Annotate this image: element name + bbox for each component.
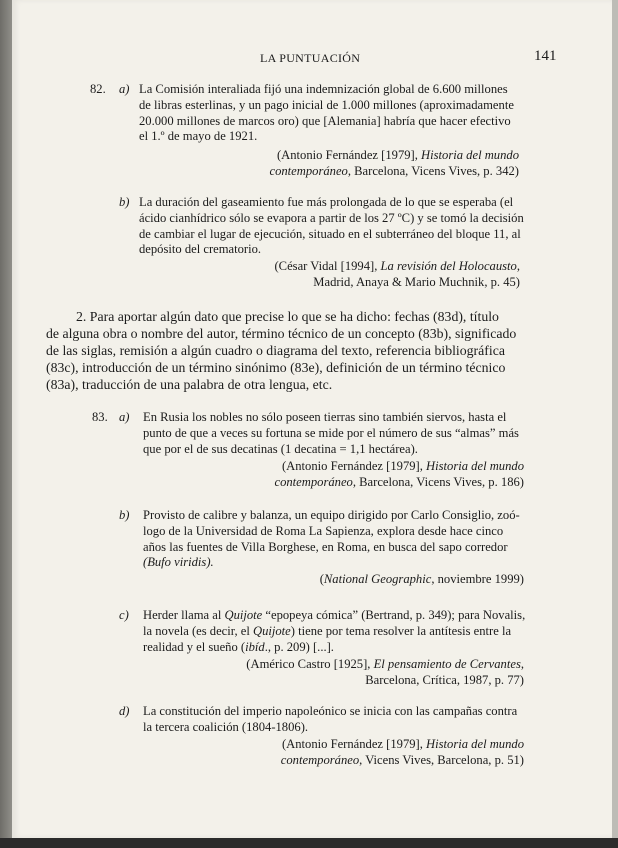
citation-title: contemporáneo <box>274 474 353 489</box>
citation-82a <box>139 148 519 180</box>
quote-line: Provisto de calibre y balanza, un equipo dirigido por Carlo Consiglio, zoó- <box>143 508 520 522</box>
quote-83b <box>143 508 563 571</box>
citation-source: , noviembre 1999) <box>431 572 524 586</box>
quote-line: la tercera coalición (1804-1806). <box>143 719 309 734</box>
citation-author: (Antonio Fernández [1979], <box>276 148 422 162</box>
citation-source: Barcelona, Crítica, 1987, p. 77) <box>365 672 524 687</box>
text-run: realidad y el sueño ( <box>143 639 246 654</box>
page-header <box>12 49 612 69</box>
quote-line: La Comisión interaliada fijó una indemnización global de 6.600 millones <box>139 82 508 96</box>
page-number: 141 <box>534 48 557 64</box>
item-label-82b: b) <box>119 195 130 209</box>
citation-author: (Antonio Fernández [1979], <box>281 737 427 751</box>
item-label-83d: d) <box>119 704 130 718</box>
citation-source: , Barcelona, Vicens Vives, p. 342) <box>347 163 519 178</box>
citation-author: (Antonio Fernández [1979], <box>281 459 427 473</box>
citation-83a <box>143 459 524 491</box>
quote-83d <box>143 704 563 736</box>
text-run: la novela (es decir, el <box>143 623 253 638</box>
quote-line <box>143 624 563 640</box>
citation-punct: , <box>520 657 524 671</box>
citation-title: Historia del mundo <box>426 459 524 473</box>
paragraph-line: de alguna obra o nombre del autor, término técnico de un concepto (83b), significado <box>46 326 517 341</box>
quote-line: de cambiar el lugar de ejecución, situado en el subterráneo del bloque 11, al <box>139 226 521 241</box>
quote-line: 20.000 millones de marcos oro) que [Alemania] habría que hacer efectivo <box>139 113 511 128</box>
citation-source: , Vicens Vives, Barcelona, p. 51) <box>359 752 524 767</box>
book-page <box>12 0 612 838</box>
work-title: Quijote <box>224 608 263 622</box>
quote-82a <box>139 82 559 145</box>
quote-83a <box>143 410 563 457</box>
citation-title: contemporáneo <box>269 163 348 178</box>
citation-title: National Geographic <box>323 572 432 586</box>
paragraph-line: (83a), traducción de una palabra de otra lengua, etc. <box>46 377 333 392</box>
citation-author: (Américo Castro [1925], <box>246 657 374 671</box>
running-title: LA PUNTUACIÓN <box>260 51 361 65</box>
citation-title: El pensamiento de Cervantes <box>373 657 521 671</box>
example-number-83: 83. <box>92 410 108 424</box>
item-label-83b: b) <box>119 508 130 522</box>
paragraph-line: (83c), introducción de un término sinónimo (83e), definición de un término técnico <box>46 360 506 375</box>
quote-line: La constitución del imperio napoleónico se inicia con las campañas contra <box>143 704 518 718</box>
citation-title: Historia del mundo <box>421 148 519 162</box>
citation-punct: , <box>516 259 520 273</box>
quote-line: La duración del gaseamiento fue más prolongada de lo que se esperaba (el <box>139 195 514 209</box>
paragraph-line: 2. Para aportar algún dato que precise lo que se ha dicho: fechas (83d), título <box>76 309 499 324</box>
quote-line <box>143 640 563 656</box>
example-number-82: 82. <box>90 82 106 96</box>
quote-line: punto de que a veces su fortuna se mide por el número de sus “almas” más <box>143 425 519 440</box>
quote-line: logo de la Universidad de Roma La Sapienza, explora desde hace cinco <box>143 523 504 538</box>
quote-line: años las fuentes de Villa Borghese, en Roma, en busca del sapo corredor <box>143 539 508 554</box>
paragraph-line: de las siglas, remisión a algún cuadro o diagrama del texto, referencia bibliográfica <box>46 343 505 358</box>
scan-edge <box>0 838 618 848</box>
text-run: “epopeya cómica” (Bertrand, p. 349); para Novalis, <box>262 608 526 622</box>
citation-83d <box>143 737 524 769</box>
work-title: Quijote <box>253 623 291 638</box>
citation-author: (César Vidal [1994], <box>274 259 381 273</box>
citation-source: , Barcelona, Vicens Vives, p. 186) <box>352 474 524 489</box>
quote-line: que por el de sus decatinas (1 decatina = 1,1 hectárea). <box>143 441 418 456</box>
quote-line: el 1.º de mayo de 1921. <box>139 129 258 144</box>
section-2-paragraph <box>46 308 564 393</box>
citation-title: La revisión del Holocausto <box>380 259 517 273</box>
citation-82b <box>139 259 520 291</box>
quote-line: ácido cianhídrico sólo se evapora a partir de los 27 ºC) y se tomó la decisión <box>139 210 524 225</box>
item-label-83c: c) <box>119 608 129 622</box>
scientific-name: (Bufo viridis). <box>143 555 214 570</box>
text-run: ., p. 209) [...]. <box>264 639 334 654</box>
item-label-83a: a) <box>119 410 130 424</box>
text-run: ) tiene por tema resolver la antítesis entre la <box>290 623 512 638</box>
citation-title: contemporáneo <box>280 752 360 767</box>
item-label-82a: a) <box>119 82 130 96</box>
citation-83c <box>143 657 524 689</box>
text-run: Herder llama al <box>143 608 225 622</box>
quote-line: En Rusia los nobles no sólo poseen tierras sino también siervos, hasta el <box>143 410 507 424</box>
quote-line <box>143 608 563 624</box>
quote-line: de libras esterlinas, y un pago inicial de 1.000 millones (aproximadamente <box>139 97 514 112</box>
quote-82b <box>139 195 559 258</box>
citation-title: Historia del mundo <box>426 737 524 751</box>
quote-line: depósito del crematorio. <box>139 242 262 257</box>
abbreviation: ibíd <box>245 639 265 654</box>
quote-83c <box>143 608 563 655</box>
citation-83b: (National Geographic, noviembre 1999) <box>319 572 524 586</box>
citation-source: Madrid, Anaya & Mario Muchnik, p. 45) <box>313 274 520 289</box>
quote-line <box>143 555 563 571</box>
